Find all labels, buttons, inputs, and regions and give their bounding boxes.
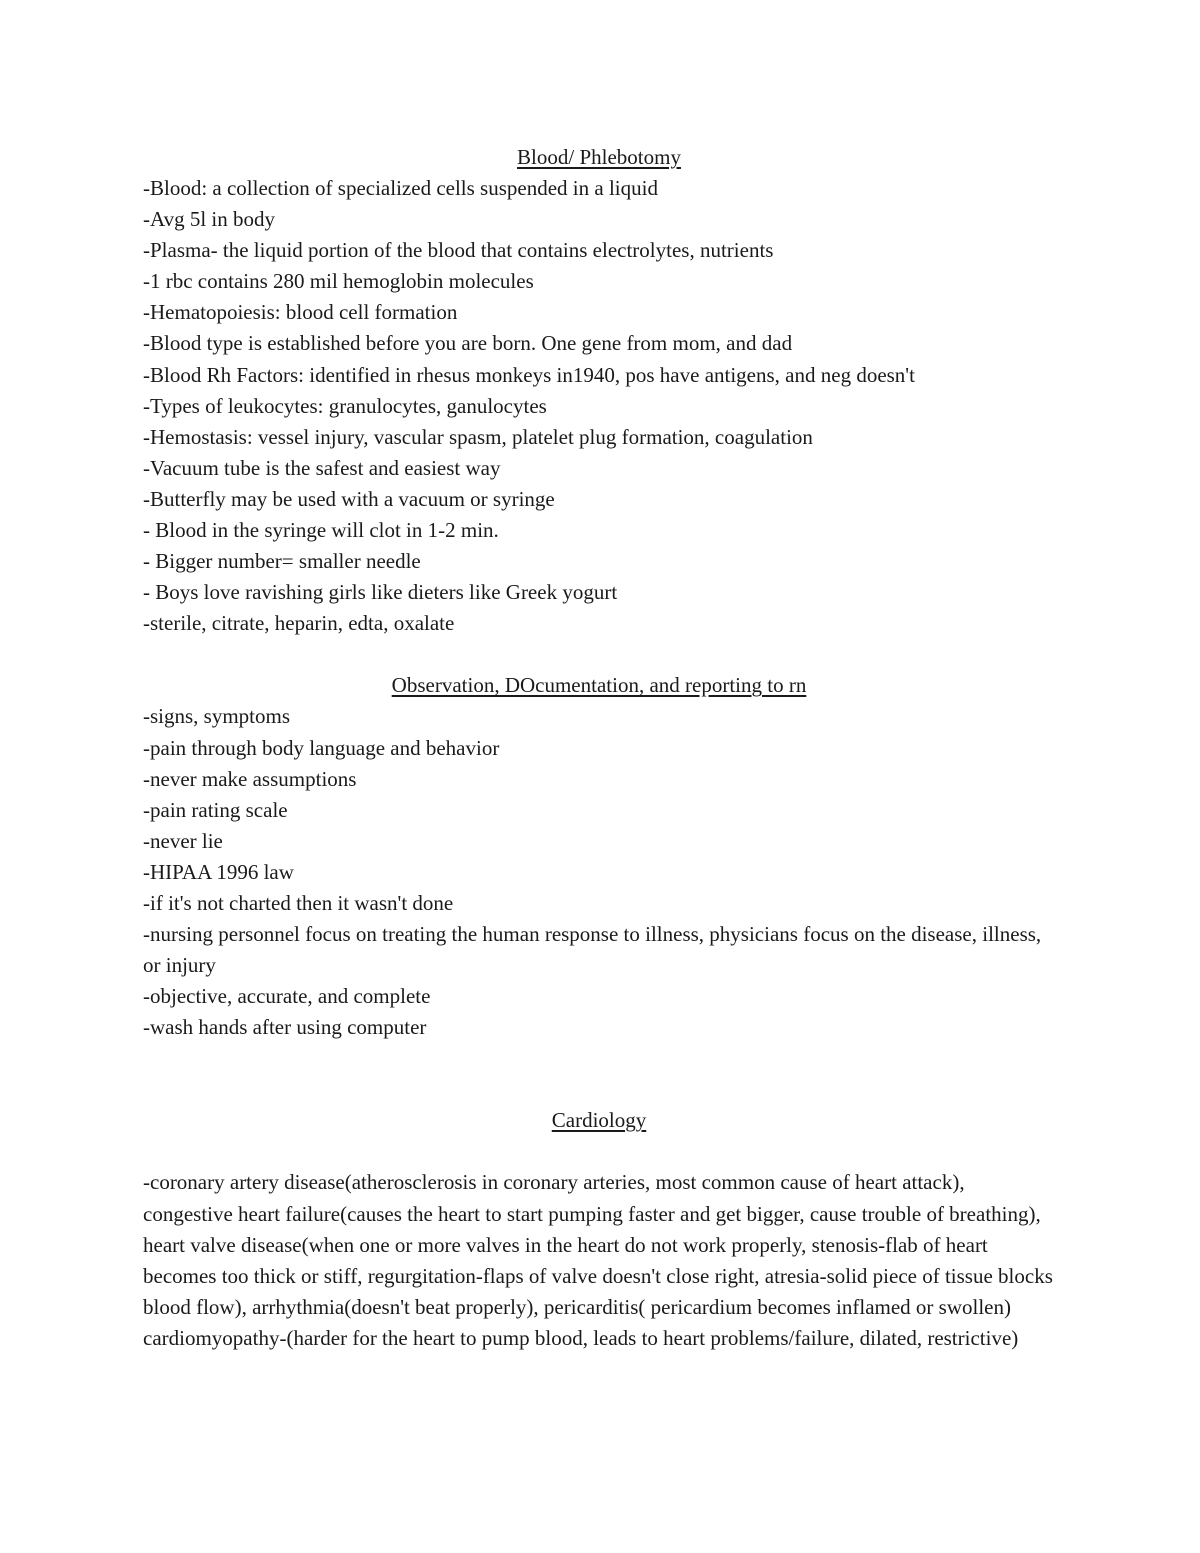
note-line: -if it's not charted then it wasn't done <box>143 890 454 915</box>
note-paragraph: -coronary artery disease(atherosclerosis in coronary arteries, most common cause of heart attack), congestive heart failure(causes the heart to start pumping faster and get bigger, cause trouble of breathing), heart valve disease(when one or more valves in the heart do not work properly, stenosis-flab of heart becomes too thick or stiff, regurgitation-flaps of valve doesn't close right, atresia-solid piece of tissue blocks blood flow), arrhythmia(doesn't beat properly), pericarditis( pericardium becomes inflamed or swollen) cardiomyopathy-(harder for the heart to pump blood, leads to heart problems/failure, dilated, restrictive) <box>143 1170 1053 1350</box>
note-line: -never make assumptions <box>143 766 357 791</box>
blank-line <box>143 639 1055 670</box>
document-content <box>143 142 1055 1354</box>
note-line: -Blood: a collection of specialized cells suspended in a liquid <box>143 176 658 200</box>
note-line: -Butterfly may be used with a vacuum or syringe <box>143 486 555 511</box>
note-line: -Blood type is established before you are born. One gene from mom, and dad <box>143 331 793 356</box>
note-line: -never lie <box>143 828 223 853</box>
note-line: -Types of leukocytes: granulocytes, ganulocytes <box>143 393 547 418</box>
note-line: -sterile, citrate, heparin, edta, oxalate <box>143 611 455 636</box>
note-line: - Blood in the syringe will clot in 1-2 min. <box>143 518 499 543</box>
note-line: -pain rating scale <box>143 797 288 822</box>
note-line: -Blood Rh Factors: identified in rhesus monkeys in1940, pos have antigens, and neg doesn't <box>143 362 915 387</box>
section-heading: Cardiology <box>551 1108 647 1133</box>
blank-line <box>143 1136 1055 1167</box>
note-line: -Plasma- the liquid portion of the blood that contains electrolytes, nutrients <box>143 238 774 263</box>
note-line: - Bigger number= smaller needle <box>143 549 421 574</box>
note-paragraph: -nursing personnel focus on treating the human response to illness, physicians focus on the disease, illness, or injury <box>143 922 1042 978</box>
note-line: -1 rbc contains 280 mil hemoglobin molecules <box>143 269 534 294</box>
section-heading: Blood/ Phlebotomy <box>517 145 681 169</box>
section-observation-documentation <box>143 670 1055 1043</box>
section-heading: Observation, DOcumentation, and reporting to rn <box>391 673 807 698</box>
note-line: -pain through body language and behavior <box>143 735 500 760</box>
note-line: -objective, accurate, and complete <box>143 984 431 1009</box>
section-cardiology <box>143 1105 1055 1354</box>
note-line: -Avg 5l in body <box>143 207 276 232</box>
note-line: -HIPAA 1996 law <box>143 859 294 884</box>
note-line: -Hematopoiesis: blood cell formation <box>143 300 458 325</box>
note-line: - Boys love ravishing girls like dieters like Greek yogurt <box>143 580 618 605</box>
blank-lines <box>143 1043 1055 1105</box>
note-line: -signs, symptoms <box>143 704 291 729</box>
note-line: -Vacuum tube is the safest and easiest way <box>143 455 501 480</box>
note-line: -wash hands after using computer <box>143 1015 427 1040</box>
section-blood-phlebotomy <box>143 142 1055 639</box>
note-line: -Hemostasis: vessel injury, vascular spasm, platelet plug formation, coagulation <box>143 424 813 449</box>
